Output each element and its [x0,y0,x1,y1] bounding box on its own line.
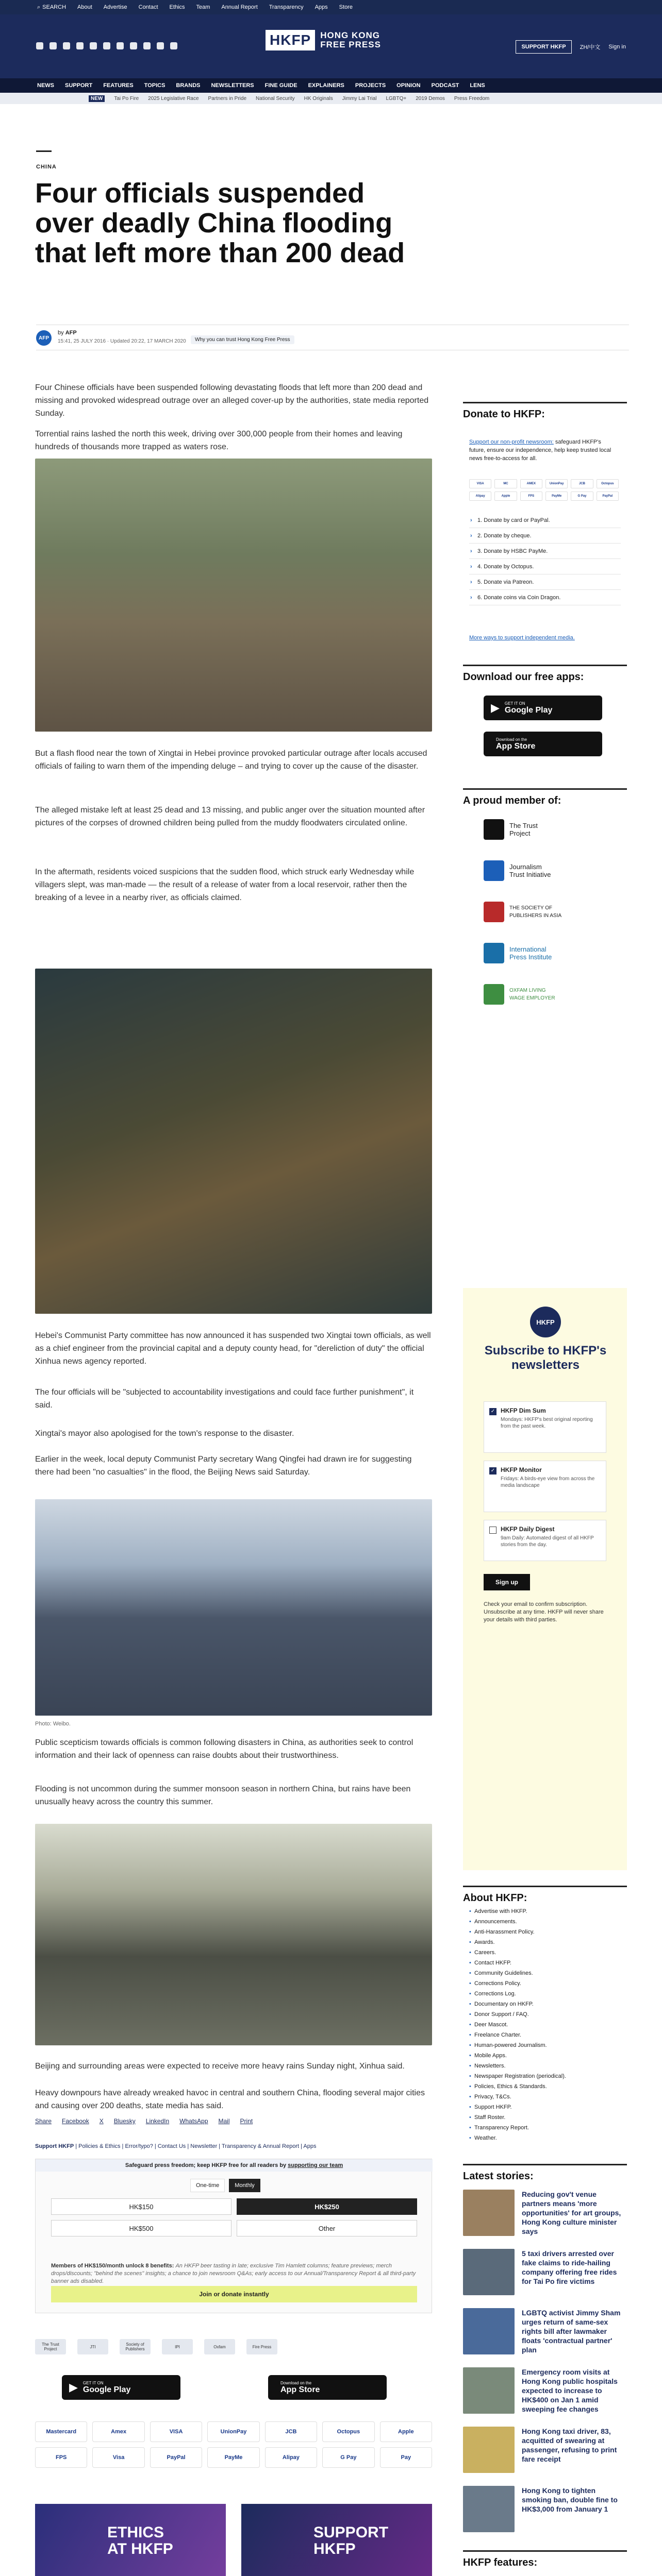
gpay-logo: G Pay [571,492,593,501]
donate-intro: Support our non-profit newsroom: safeguard HKFP's future, ensure our independence, help keep trusted local news free-to-access for all. [469,439,611,462]
fps-logo: FPS [35,2447,87,2468]
byline [36,325,629,350]
donation-banner: Safeguard press freedom; keep HKFP free for all readers by supporting our team [36,2159,433,2172]
about-link[interactable]: • Anti-Harassment Policy. [469,1927,624,1937]
google-play-icon: ▶ [491,701,500,714]
promo-title: SUPPORT HKFP [313,2524,389,2557]
unionpay-logo: UnionPay [545,479,568,488]
utility-link-apps[interactable]: Apps [315,4,328,10]
frequency-toggle [190,2179,260,2192]
paragraph: In the aftermath, residents voiced suspicions that the sudden flood, which struck early Wednesday while villagers slept, was man-made — the result of a release of water from a local reservoir, rather then the breaking of a levee in a nearby river, as officials claimed. [35,868,415,902]
paragraph: The four officials will be "subjected to accountability investigations and could face further punishment", it said. [35,1388,414,1410]
utility-link-team[interactable]: Team [196,4,210,10]
about-link[interactable]: • Staff Roster. [469,2112,624,2123]
section-divider [36,150,52,152]
visa-logo: VISA [150,2421,202,2442]
nav-features[interactable]: FEATURES [103,82,134,89]
payme-logo: PayMe [207,2447,259,2468]
footer-links-row: Support HKFP | Policies & Ethics | Error/typo? | Contact Us | Newsletter | Transparency & Annual Report | Apps [35,2143,317,2149]
ipi-icon [484,943,504,963]
about-link[interactable]: • Awards. [469,1937,624,1947]
site-header [0,14,662,78]
about-link[interactable]: • Human-powered Journalism. [469,2040,624,2050]
latest-story[interactable]: Hong Kong taxi driver, 83, acquitted of swearing at passenger, refusing to print fare receipt [463,2427,627,2483]
newsletter-option-dim-sum[interactable]: ✓ HKFP Dim Sum Mondays: HKFP's best original reporting from the past week. [484,1401,606,1453]
trending-bar [0,93,662,104]
join-donate-button[interactable]: Join or donate instantly [51,2286,417,2302]
jcb-logo: JCB [265,2421,317,2442]
about-link[interactable]: • Newsletters. [469,2061,624,2071]
about-link[interactable]: • Newspaper Registration (periodical). [469,2071,624,2081]
nav-fine-guide[interactable]: FINE GUIDE [264,82,297,89]
support-link[interactable]: Support HKFP [35,2143,74,2149]
latest-title: Latest stories: [463,2164,627,2182]
apple-pay-logo: Apple [494,492,517,501]
share-print[interactable]: Print [240,2117,253,2125]
latest-story[interactable]: LGBTQ activist Jimmy Sham urges return of same-sex rights bill after lawmaker floats 'contractual partner' plan [463,2308,627,2365]
gpay-logo: G Pay [322,2447,374,2468]
nav-lens[interactable]: LENS [470,82,485,89]
share-row [35,2117,253,2125]
share-bluesky[interactable]: Bluesky [113,2117,136,2125]
jti-icon [484,860,504,881]
google-play-button[interactable]: ▶ GET IT ON Google Play [62,2375,180,2400]
latest-story[interactable]: Hong Kong to tighten smoking ban, double fine to HK$3,000 from January 1 [463,2486,627,2543]
paragraph: The alleged mistake left at least 25 dead and 13 missing, and public anger over the situation mounted after pictures of the corpses of drowned children being pulled from the muddy floodwaters circulated online. [35,806,425,827]
promo-title: ETHICS AT HKFP [107,2524,173,2557]
paragraph: Beijing and surrounding areas were expected to receive more heavy rains Sunday night, Xinhua said. [35,2062,405,2071]
newsletter-note: Check your email to confirm subscription. Unsubscribe at any time. HKFP will never share your details with third parties. [484,1601,604,1623]
oxfam-icon [484,984,504,1005]
google-play-icon: ▶ [69,2381,78,2394]
contact-link[interactable]: Contact Us [157,2143,186,2149]
about-link[interactable]: • Weather. [469,2133,624,2143]
donate-method[interactable]: › 3. Donate by HSBC PayMe. [469,544,621,559]
about-link[interactable]: • Privacy, T&Cs. [469,2092,624,2102]
nav-brands[interactable]: BRANDS [176,82,201,89]
share-mail[interactable]: Mail [218,2117,230,2125]
trust-link[interactable]: Why you can trust Hong Kong Free Press [191,335,294,344]
about-link[interactable]: • Contact HKFP. [469,1958,624,1968]
paypal-logo: PayPal [150,2447,202,2468]
nav-support[interactable]: SUPPORT [65,82,93,89]
trending-link[interactable]: Tai Po Fire [114,95,139,101]
instagram-icon[interactable] [63,42,70,49]
member-title: A proud member of: [463,788,627,807]
search-label: SEARCH [42,4,67,10]
octopus-logo: Octopus [597,479,619,488]
flood-photo-rescue [35,969,432,1314]
trending-link[interactable]: 2019 Demos [416,95,445,101]
jcb-logo: JCB [571,479,593,488]
unionpay-logo: UnionPay [207,2421,259,2442]
jti-logo[interactable]: JTI [77,2339,108,2354]
paragraph: Earlier in the week, local deputy Communist Party secretary Wang Qingfei had drawn ire for suggesting there had been "no casualties" in the flood, the Beijing News said Saturday. [35,1455,412,1477]
site-logo[interactable] [266,30,381,50]
sidebar-app-store-button[interactable]: Download on the App Store [484,732,602,756]
donation-box [35,2159,432,2313]
utility-link-contact[interactable]: Contact [138,4,158,10]
oxfam-member[interactable]: OXFAM LIVING WAGE EMPLOYER [484,984,555,1005]
fps-logo: FPS [520,492,542,501]
checkbox[interactable] [489,1527,496,1534]
newsletter-option-daily-digest[interactable]: HKFP Daily Digest 9am Daily: Automated digest of all HKFP stories from the day. [484,1520,606,1561]
about-link[interactable]: • Community Guidelines. [469,1968,624,1978]
amount-option[interactable]: HK$500 [51,2220,231,2236]
newsletter-option-monitor[interactable]: ✓ HKFP Monitor Fridays: A birds-eye view from across the media landscape [484,1461,606,1512]
logo-mark: HKFP [266,30,315,50]
utility-link-ethics[interactable]: Ethics [169,4,185,10]
photo-caption: Photo: Weibo. [35,1721,71,1727]
mastercard-logo: Mastercard [35,2421,87,2442]
social-icons [36,42,177,49]
newsletter-link[interactable]: Newsletter [190,2143,218,2149]
paragraph: Hebei's Communist Party committee has now announced it has suspended two Xingtai town officials, as well as a chief engineer from the provincial capital and a deputy county head, for "dereliction of duty" the official Xinhua news agency reported. [35,1331,431,1366]
publish-dates: 15:41, 25 JULY 2016 · Updated 20:22, 17 MARCH 2020 [58,338,186,344]
visa-logo: VISA [469,479,491,488]
about-link[interactable]: • Support HKFP. [469,2102,624,2112]
nav-topics[interactable]: TOPICS [144,82,166,89]
latest-story[interactable]: Emergency room visits at Hong Kong public hospitals expected to increase to HK$400 on Jan 1 amid sweeping fee changes [463,2367,627,2424]
trending-link[interactable]: Jimmy Lai Trial [342,95,377,101]
support-hkfp-button[interactable]: SUPPORT HKFP [516,40,571,54]
about-link[interactable]: • Deer Mascot. [469,2020,624,2030]
threads-icon[interactable] [76,42,84,49]
article-headline: Four officials suspended over deadly China flooding that left more than 200 dead [35,178,405,268]
donate-title: Donate to HKFP: [463,402,627,420]
donate-methods [469,513,621,605]
share-x[interactable]: X [99,2117,104,2125]
author-link[interactable]: AFP [65,330,77,336]
nav-newsletters[interactable]: NEWSLETTERS [211,82,254,89]
amount-option-selected[interactable]: HK$250 [237,2198,417,2215]
main-nav [0,78,662,93]
language-switch[interactable]: ZH/中文 [580,44,601,50]
apps-title: Download our free apps: [463,665,627,683]
author-line: by AFP [58,330,77,336]
amount-options [51,2198,417,2236]
trust-project-member[interactable]: The Trust Project [484,819,538,840]
mastercard-logo: MC [494,479,517,488]
paragraph: Heavy downpours have already wreaked havoc in central and southern China, flooding several major cities and causing over 200 deaths, state media has said. [35,2089,425,2110]
utility-link-about[interactable]: About [77,4,92,10]
about-link[interactable]: • Corrections Log. [469,1989,624,1999]
whatsapp-icon[interactable] [130,42,137,49]
new-badge: NEW [89,95,105,102]
sopa-logo[interactable]: Society of Publishers [120,2339,151,2354]
ethics-promo-banner[interactable] [35,2504,226,2576]
latest-story[interactable]: Reducing gov't venue partners means 'more opportunities' for art groups, Hong Kong culture minister says [463,2190,627,2246]
share-linkedin[interactable]: LinkedIn [145,2117,170,2125]
about-title: About HKFP: [463,1886,627,1904]
one-time-option[interactable]: One-time [190,2179,225,2192]
features-title: HKFP features: [463,2550,627,2569]
author-avatar[interactable]: AFP [36,330,52,346]
nav-podcast[interactable]: PODCAST [431,82,459,89]
octopus-logo: Octopus [322,2421,374,2442]
search-button[interactable] [37,4,66,11]
paragraph: Public scepticism towards officials is common following disasters in China, as authorities seek to control information and their lack of openness can raise doubts about their trustworthiness. [35,1738,413,1760]
ipi-logo[interactable]: IPI [162,2339,193,2354]
x-icon[interactable] [49,42,57,49]
support-team-link[interactable]: supporting our team [288,2162,343,2168]
trending-link[interactable]: Press Freedom [454,95,490,101]
nav-opinion[interactable]: OPINION [396,82,421,89]
rss-icon[interactable] [170,42,177,49]
logo-text: HONG KONG FREE PRESS [320,30,381,49]
utility-bar [0,0,662,14]
member-benefits-note: Members of HK$150/month unlock 8 benefits: An HKFP beer tasting in late; exclusive Tim Hamlett columns; feature previews; merch drops/discounts; "behind the scenes" insights; a chance to join newsroom Q&As; early access to our Annual/Transparency Report & all third-party banner ads disabled. [51,2263,416,2284]
section-label[interactable]: CHINA [36,164,57,170]
share-facebook[interactable]: Facebook [62,2117,89,2125]
nav-news[interactable]: NEWS [37,82,54,89]
sopa-icon [484,902,504,922]
about-link[interactable]: • Careers. [469,1947,624,1958]
nav-projects[interactable]: PROJECTS [355,82,386,89]
utility-link-transparency[interactable]: Transparency [269,4,304,10]
checkbox[interactable]: ✓ [489,1467,496,1475]
telegram-icon[interactable] [117,42,124,49]
trending-link[interactable]: National Security [256,95,295,101]
utility-link-advertise[interactable]: Advertise [103,4,127,10]
amex-logo: Amex [92,2421,144,2442]
sidebar-google-play-button[interactable]: ▶ GET IT ON Google Play [484,696,602,720]
fire-press-logo[interactable]: Fire Press [246,2339,277,2354]
jti-member[interactable]: Journalism Trust Initiative [484,860,551,881]
amount-option-other[interactable]: Other [237,2220,417,2236]
monthly-option[interactable]: Monthly [229,2179,260,2192]
payme-logo: PayMe [545,492,568,501]
trending-link[interactable]: LGBTQ+ [386,95,407,101]
paragraph: Flooding is not uncommon during the summer monsoon season in northern China, but rains have been unusually heavy across the country this summer. [35,1785,411,1806]
video-still-police[interactable] [35,1824,432,2045]
latest-story[interactable]: 5 taxi drivers arrested over fake claims to ride-hailing company offering free rides for Tai Po fire victims [463,2249,627,2306]
story-thumbnail [463,2427,515,2473]
utility-link-annual-report[interactable]: Annual Report [221,4,258,10]
share-whatsapp[interactable]: WhatsApp [179,2117,208,2125]
donate-method[interactable]: › 2. Donate by cheque. [469,528,621,544]
visa-logo: Visa [92,2447,144,2468]
apple-pay-logo: Apple [380,2421,432,2442]
newsletter-title: Subscribe to HKFP's newsletters [484,1344,607,1372]
share-label[interactable]: Share [35,2117,52,2125]
about-links [469,1906,624,2143]
story-thumbnail [463,2308,515,2354]
alipay-logo: Alipay [469,492,491,501]
about-link[interactable]: • Documentary on HKFP. [469,1999,624,2009]
trending-link[interactable]: 2025 Legislative Race [148,95,199,101]
youtube-icon[interactable] [90,42,97,49]
oxfam-logo[interactable]: Oxfam [204,2339,235,2354]
about-link[interactable]: • Policies, Ethics & Standards. [469,2081,624,2092]
paragraph: Four Chinese officials have been suspended following devastating floods that left more than 200 dead and missing and provoked widespread outrage over an alleged cover-up by the authorities, state media reported Sunday. [35,383,429,418]
transparency-link[interactable]: Transparency & Annual Report [222,2143,300,2149]
about-link[interactable]: • Announcements. [469,1917,624,1927]
paragraph: Torrential rains lashed the north this week, driving over 300,000 people from their homes and leaving hundreds of thousands more trapped as waters rose. [35,430,403,451]
bluesky-icon[interactable] [143,42,151,49]
trust-project-icon [484,819,504,840]
linkedin-icon[interactable] [103,42,110,49]
amount-option[interactable]: HK$150 [51,2198,231,2215]
trust-project-logo[interactable]: The Trust Project [35,2339,66,2354]
donate-intro-link[interactable]: Support our non-profit newsroom: [469,439,554,445]
app-store-button[interactable]: Download on the App Store [268,2375,387,2400]
more-ways-link[interactable]: More ways to support independent media. [469,635,575,641]
about-link[interactable]: • Transparency Report. [469,2123,624,2133]
donate-method[interactable]: › 6. Donate coins via Coin Dragon. [469,590,621,605]
hkfp-badge: HKFP [530,1307,561,1337]
nav-explainers[interactable]: EXPLAINERS [308,82,344,89]
ipi-member[interactable]: International Press Institute [484,943,552,963]
policies-link[interactable]: Policies & Ethics [78,2143,121,2149]
story-thumbnail [463,2249,515,2295]
donate-method[interactable]: › 1. Donate by card or PayPal. [469,513,621,528]
story-thumbnail [463,2367,515,2414]
sopa-member[interactable]: THE SOCIETY OF PUBLISHERS IN ASIA [484,902,561,922]
pay-logo: Pay [380,2447,432,2468]
member-logos-row [35,2339,277,2354]
facebook-icon[interactable] [36,42,43,49]
about-link[interactable]: • Freelance Charter. [469,2030,624,2040]
payment-cards [469,479,619,501]
paypal-logo: PayPal [597,492,619,501]
donate-method[interactable]: › 4. Donate by Octopus. [469,559,621,574]
amex-logo: AMEX [520,479,542,488]
support-promo-banner[interactable] [241,2504,432,2576]
about-link[interactable]: • Mobile Apps. [469,2050,624,2061]
trending-link[interactable]: HK Originals [304,95,333,101]
trending-link[interactable]: Partners in Pride [208,95,247,101]
about-link[interactable]: • Advertise with HKFP. [469,1906,624,1917]
story-thumbnail [463,2190,515,2236]
checkbox[interactable]: ✓ [489,1408,496,1415]
about-link[interactable]: • Donor Support / FAQ. [469,2009,624,2020]
about-link[interactable]: • Corrections Policy. [469,1978,624,1989]
donate-method[interactable]: › 5. Donate via Patreon. [469,574,621,590]
story-thumbnail [463,2486,515,2532]
newsletter-signup-button[interactable]: Sign up [484,1574,530,1590]
search-icon: ⌕ [37,4,41,10]
alipay-logo: Alipay [265,2447,317,2468]
utility-link-store[interactable]: Store [339,4,353,10]
mastodon-icon[interactable] [157,42,164,49]
paragraph: Xingtai's mayor also apologised for the town's response to the disaster. [35,1429,294,1438]
payment-methods [35,2421,432,2468]
error-link[interactable]: Error/typo? [125,2143,153,2149]
apps-link[interactable]: Apps [303,2143,317,2149]
paragraph: But a flash flood near the town of Xingtai in Hebei province provoked particular outrage after locals accused officials of failing to warn them of the impending deluge – and trying to cover up the cause of the disaster. [35,749,427,771]
flood-photo-car [35,459,432,732]
sign-in-link[interactable]: Sign in [608,44,626,50]
crowd-photo [35,1499,432,1716]
